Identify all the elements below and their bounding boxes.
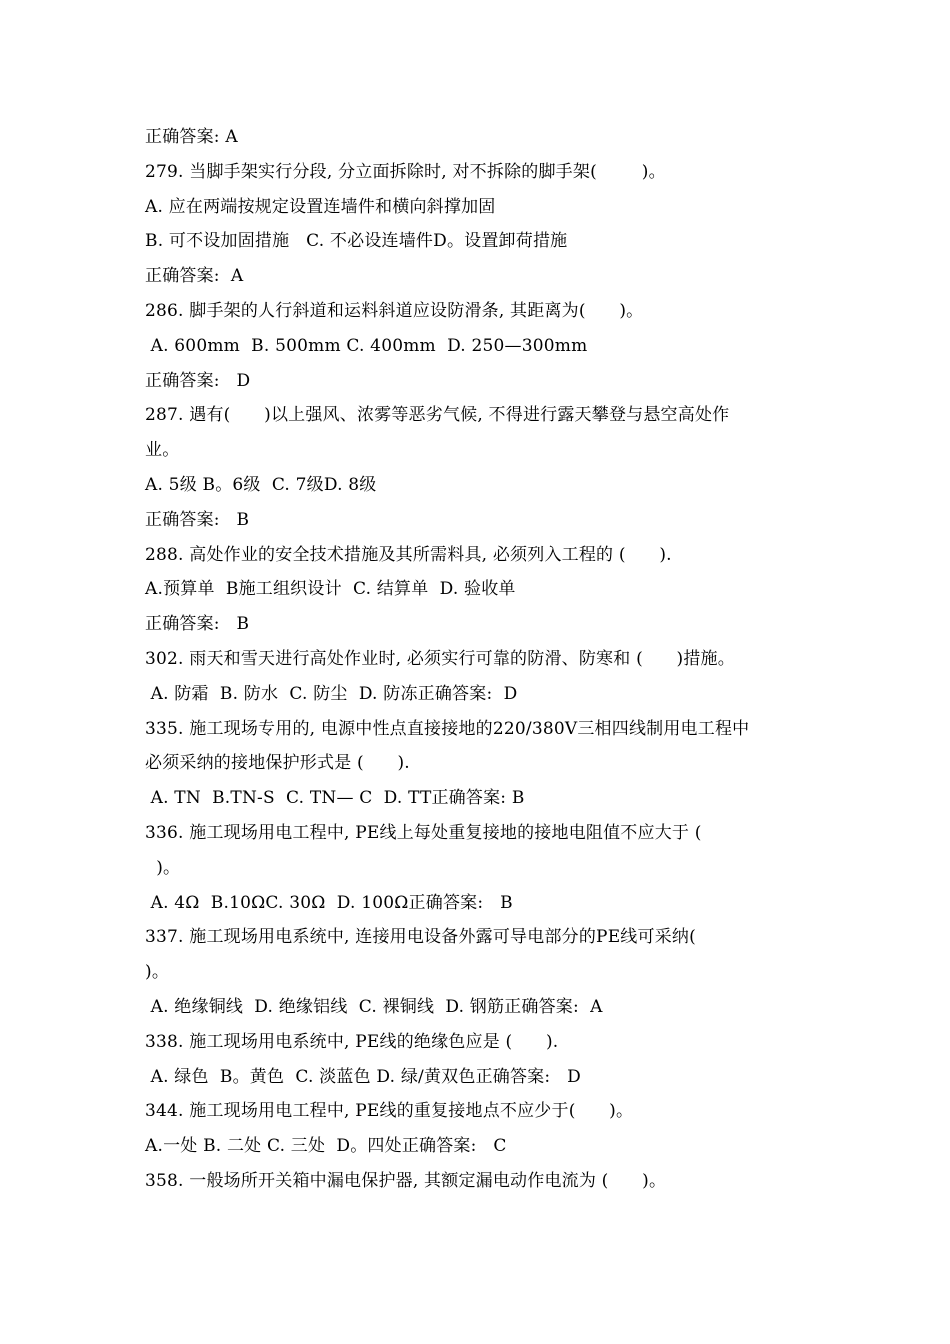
text-line: A. 防霜 B. 防水 C. 防尘 D. 防冻正确答案: D: [145, 683, 518, 704]
text-line: 344. 施工现场用电工程中, PE线的重复接地点不应少于( )。: [145, 1101, 634, 1122]
text-line: )。: [145, 857, 181, 878]
text-line: 正确答案: A: [145, 127, 238, 147]
text-line: A. 600mm B. 500mm C. 400mm D. 250—300mm: [145, 335, 588, 356]
text-line: 337. 施工现场用电系统中, 连接用电设备外露可导电部分的PE线可采纳(: [145, 927, 696, 948]
text-line: 335. 施工现场专用的, 电源中性点直接接地的220/380V三相四线制用电工程中: [145, 718, 750, 739]
text-line: A.预算单 B施工组织设计 C. 结算单 D. 验收单: [145, 579, 516, 600]
text-line: 279. 当脚手架实行分段, 分立面拆除时, 对不拆除的脚手架( )。: [145, 161, 666, 182]
document-text: [145, 120, 825, 1199]
text-line: 302. 雨天和雪天进行高处作业时, 必须实行可靠的防滑、防寒和 ( )措施。: [145, 648, 735, 669]
text-line: )。: [145, 962, 170, 983]
text-line: A. 4Ω B.10ΩC. 30Ω D. 100Ω正确答案: B: [145, 892, 513, 913]
text-line: 288. 高处作业的安全技术措施及其所需料具, 必须列入工程的 ( ).: [145, 544, 672, 565]
text-line: A. 应在两端按规定设置连墙件和横向斜撑加固: [145, 196, 496, 217]
text-line: 必须采纳的接地保护形式是 ( ).: [145, 753, 410, 774]
text-line: 287. 遇有( )以上强风、浓雾等恶劣气候, 不得进行露天攀登与悬空高处作: [145, 405, 730, 426]
text-line: 正确答案: B: [145, 509, 250, 530]
text-line: A.一处 B. 二处 C. 三处 D。四处正确答案: C: [145, 1136, 507, 1157]
text-line: 正确答案: B: [145, 614, 250, 635]
text-line: 286. 脚手架的人行斜道和运料斜道应设防滑条, 其距离为( )。: [145, 300, 644, 321]
text-line: 338. 施工现场用电系统中, PE线的绝缘色应是 ( ).: [145, 1031, 559, 1052]
text-line: 336. 施工现场用电工程中, PE线上每处重复接地的接地电阻值不应大于 (: [145, 822, 702, 843]
text-line: 业。: [145, 440, 180, 461]
text-line: 358. 一般场所开关箱中漏电保护器, 其额定漏电动作电流为 ( )。: [145, 1170, 667, 1191]
text-line: 正确答案: A: [145, 266, 244, 287]
text-line: A. 5级 B。6级 C. 7级D. 8级: [145, 474, 377, 495]
text-line: A. 绝缘铜线 D. 绝缘铝线 C. 裸铜线 D. 钢筋正确答案: A: [145, 996, 603, 1017]
text-line: 正确答案: D: [145, 370, 251, 391]
text-line: B. 可不设加固措施 C. 不必设连墙件D。设置卸荷措施: [145, 231, 568, 252]
text-line: A. TN B.TN-S C. TN— C D. TT正确答案: B: [145, 788, 525, 809]
text-line: A. 绿色 B。黄色 C. 淡蓝色 D. 绿/黄双色正确答案: D: [145, 1066, 581, 1087]
